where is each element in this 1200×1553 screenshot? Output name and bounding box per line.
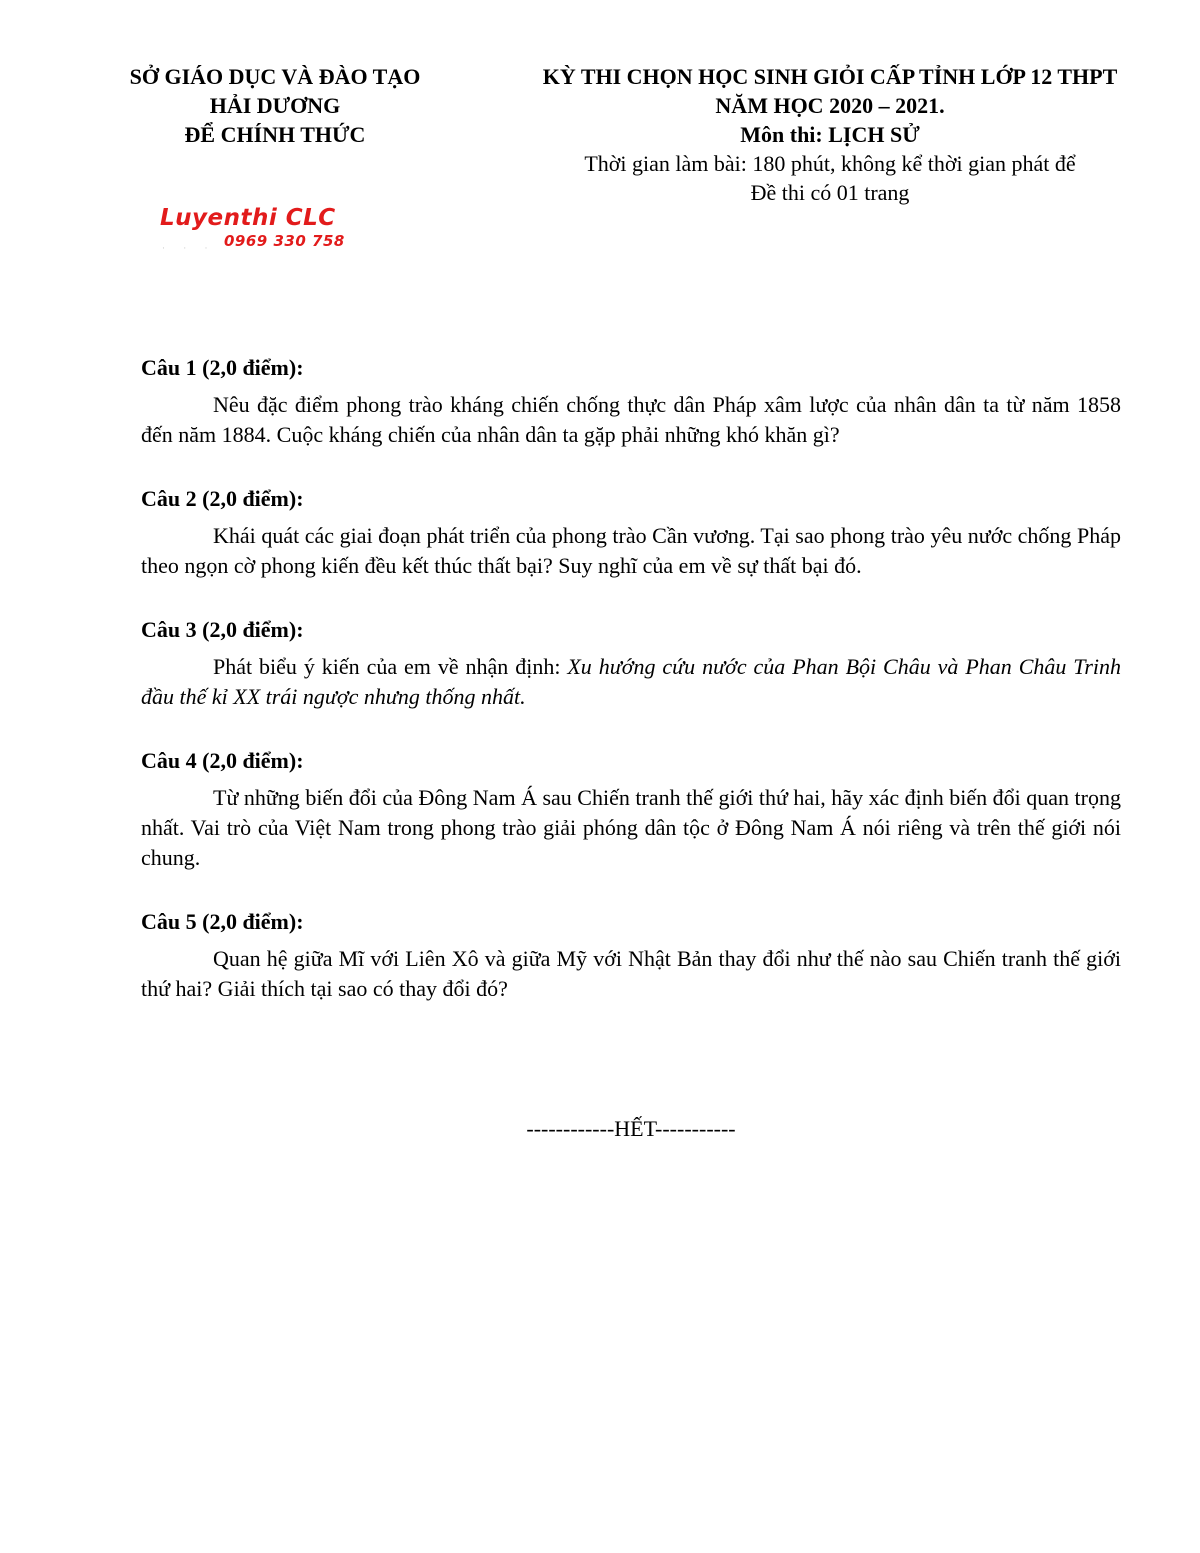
question-body: Từ những biến đổi của Đông Nam Á sau Chiến tranh thế giới thứ hai, hãy xác định biến đổi quan trọng nhất. Vai trò của Việt Nam trong phong trào giải phóng dân tộc ở Đông Nam Á nói riêng và trên thế giới nói chung.	[141, 785, 1121, 870]
exam-subject: Môn thi: LỊCH SỬ	[740, 122, 920, 147]
question-quote: Xu hướng cứu nước của Phan Bội Châu và Phan Châu Trinh đầu thế kỉ XX trái ngược nhưng thống nhất.	[141, 654, 1121, 709]
question-title: Câu 2 (2,0 điểm):	[141, 486, 304, 511]
page-count: Đề thi có 01 trang	[750, 180, 910, 205]
school-year: NĂM HỌC 2020 – 2021.	[715, 93, 945, 118]
question-title: Câu 1 (2,0 điểm):	[141, 355, 304, 380]
question-body-prefix: Phát biểu ý kiến của em về nhận định:	[213, 654, 568, 679]
watermark-logo	[160, 205, 390, 255]
question-title: Câu 4 (2,0 điểm):	[141, 748, 304, 773]
exam-info-block	[480, 62, 1180, 207]
official-label: ĐỂ CHÍNH THỨC	[184, 122, 366, 147]
question-body: Khái quát các giai đoạn phát triển của phong trào Cần vương. Tại sao phong trào yêu nước chống Pháp theo ngọn cờ phong kiến đều kết thúc thất bại? Suy nghĩ của em về sự thất bại đó.	[141, 523, 1121, 578]
question-title: Câu 5 (2,0 điểm):	[141, 909, 304, 934]
exam-title: KỲ THI CHỌN HỌC SINH GIỎI CẤP TỈNH LỚP 12 THPT	[542, 64, 1118, 89]
issuer-department: SỞ GIÁO DỤC VÀ ĐÀO TẠO	[129, 64, 421, 89]
question-3	[141, 615, 1121, 712]
question-title: Câu 3 (2,0 điểm):	[141, 617, 304, 642]
end-mark: ------------HẾT-----------	[526, 1116, 736, 1141]
logo-dots-decoration: · · ·	[162, 243, 216, 253]
question-5	[141, 907, 1121, 1004]
question-body: Nêu đặc điểm phong trào kháng chiến chống thực dân Pháp xâm lược của nhân dân ta từ năm 1858 đến năm 1884. Cuộc kháng chiến của nhân dân ta gặp phải những khó khăn gì?	[141, 392, 1121, 447]
logo-name: Luyenthi CLC	[160, 205, 336, 231]
question-list	[141, 353, 1121, 1038]
logo-phone: 0969 330 758	[224, 232, 345, 250]
issuer-block	[95, 62, 455, 149]
question-body: Quan hệ giữa Mĩ với Liên Xô và giữa Mỹ với Nhật Bản thay đổi như thế nào sau Chiến tranh thế giới thứ hai? Giải thích tại sao có thay đổi đó?	[141, 946, 1121, 1001]
question-1	[141, 353, 1121, 450]
question-2	[141, 484, 1121, 581]
question-body	[141, 652, 1121, 712]
issuer-province: HẢI DƯƠNG	[209, 93, 341, 118]
question-4	[141, 746, 1121, 873]
exam-duration: Thời gian làm bài: 180 phút, không kể thời gian phát để	[584, 151, 1076, 176]
